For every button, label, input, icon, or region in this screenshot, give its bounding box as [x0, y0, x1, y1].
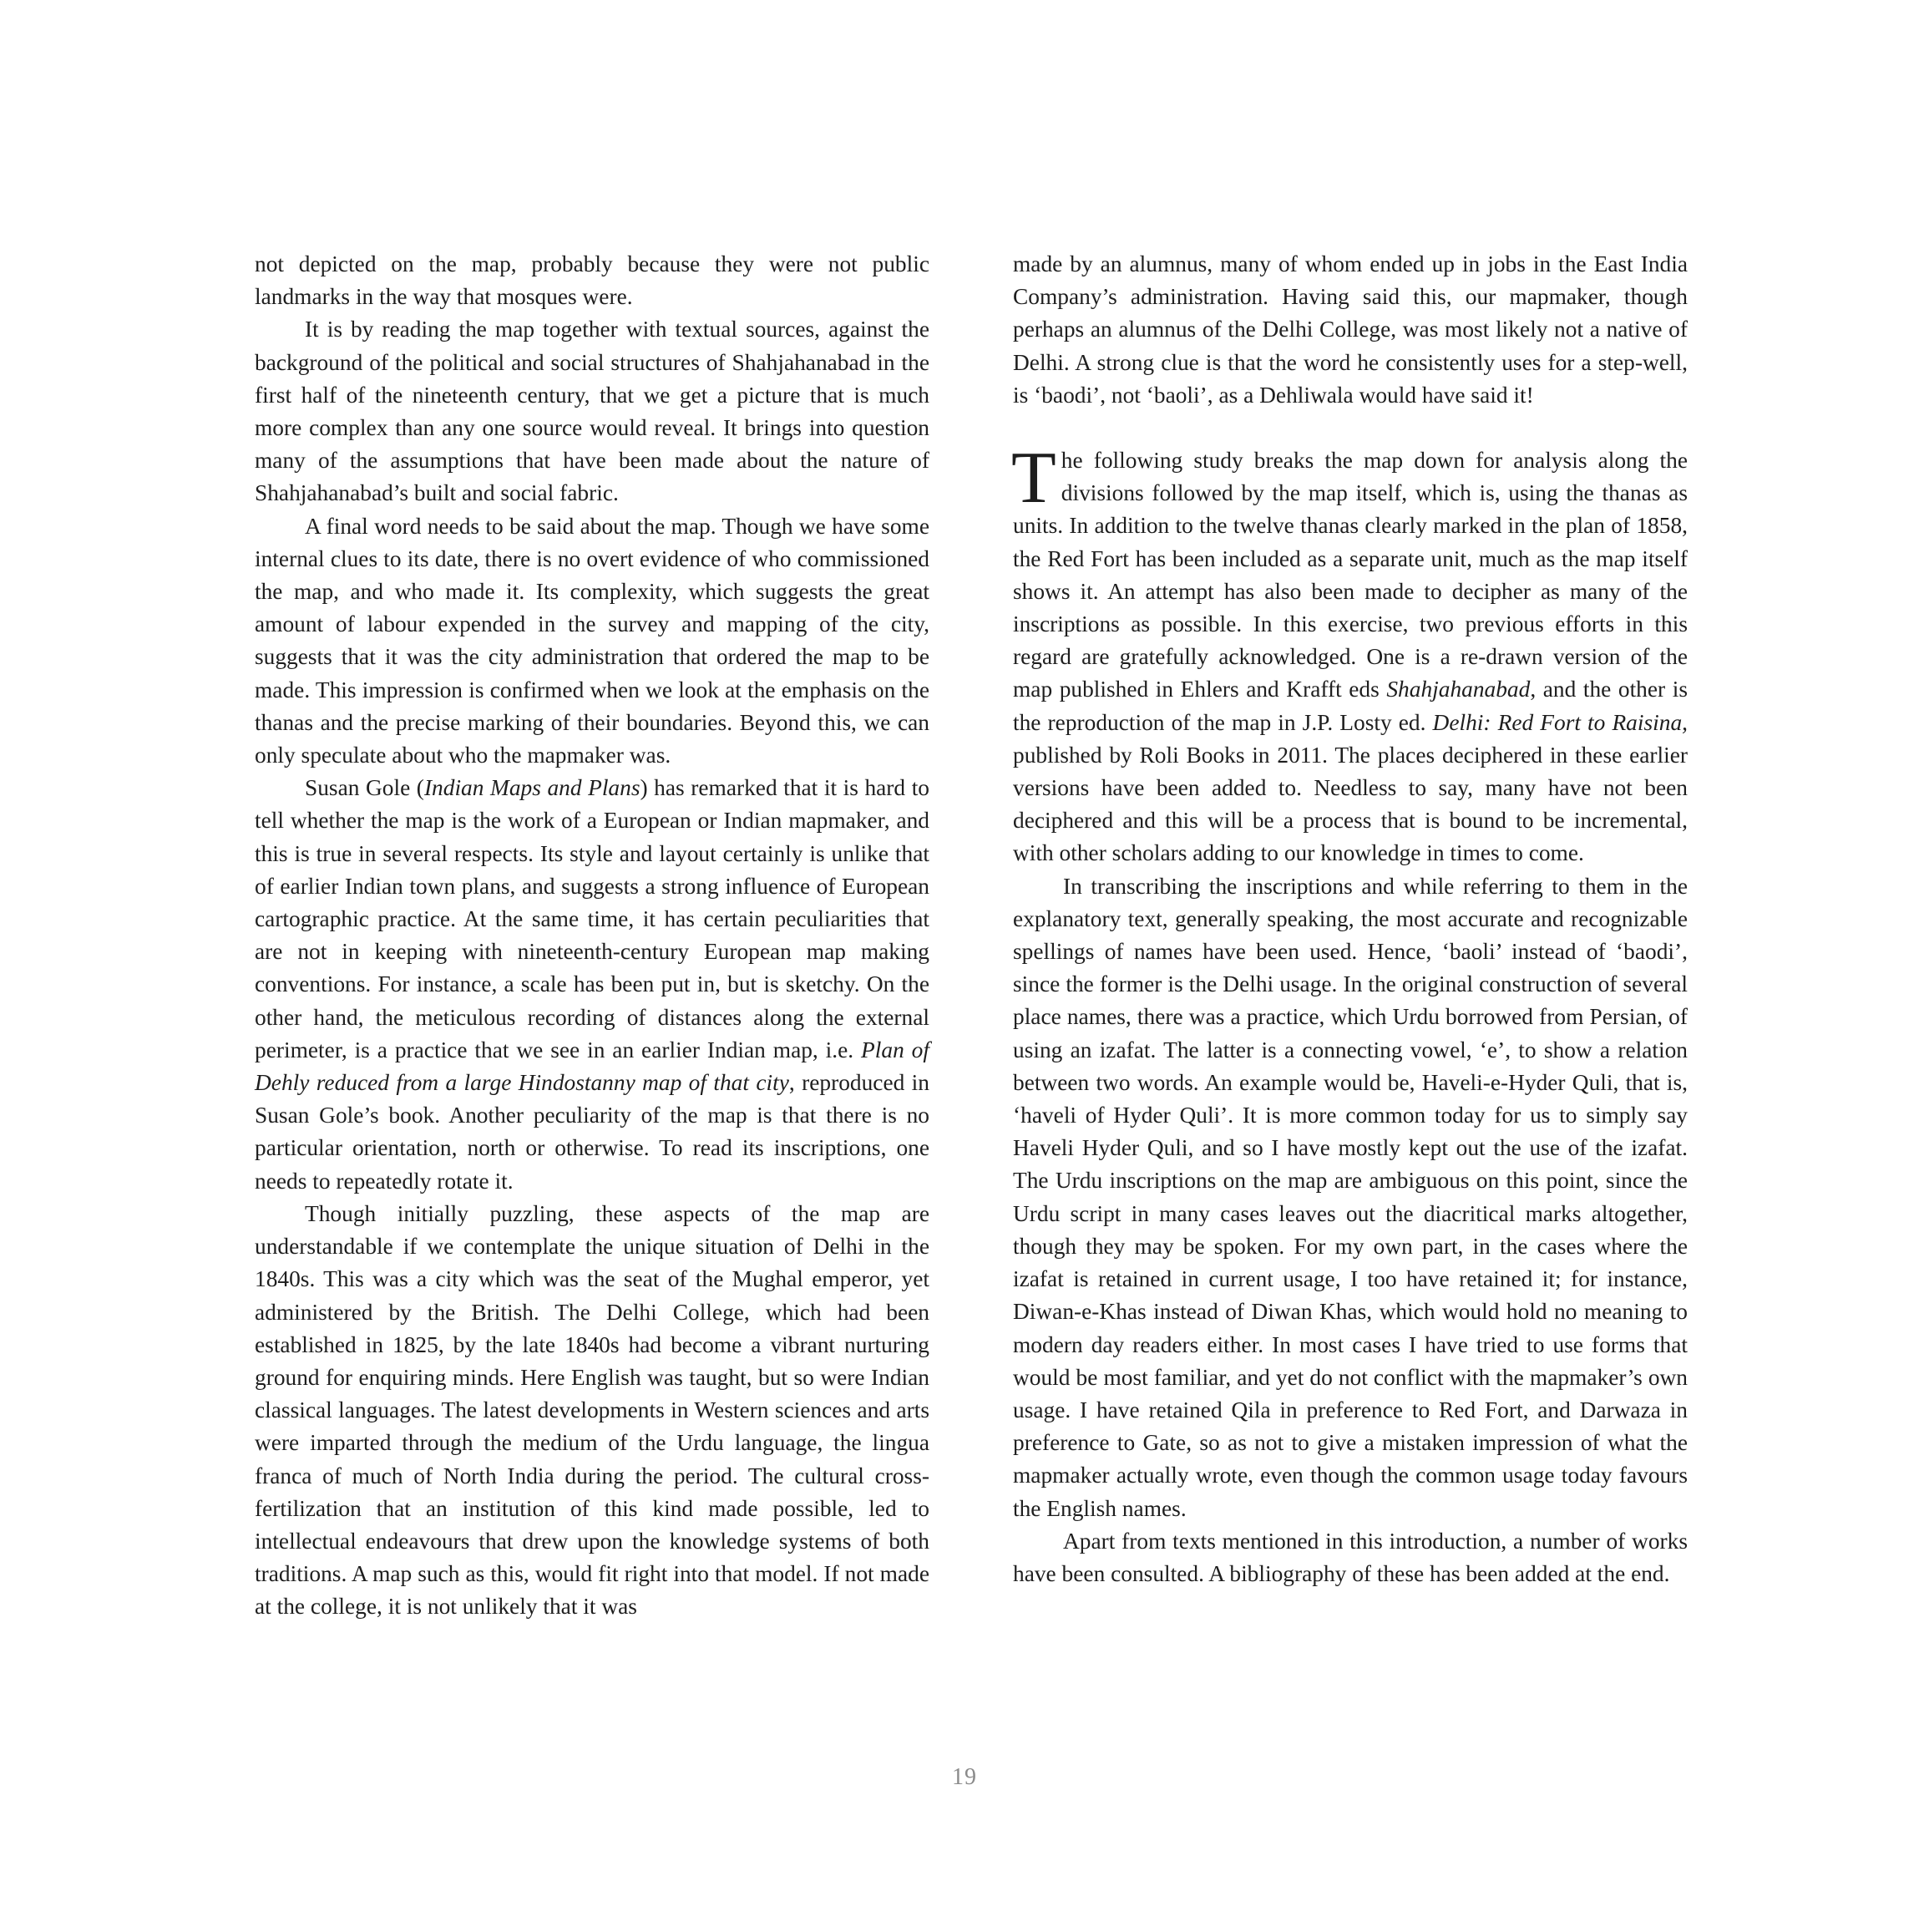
text-run: Susan Gole (	[305, 775, 424, 801]
paragraph: In transcribing the inscriptions and while referring to them in the explanatory text, generally speaking, the most accurate and recognizable spellings of names have been used. Hence, ‘baoli’ instead of ‘baodi’, since the former is the Delhi usage. In the original construction of several place names, there was a practice, which Urdu borrowed from Persian, of using an izafat. The latter is a connecting vowel, ‘e’, to show a relation between two words. An example would be, Haveli-e-Hyder Quli, that is, ‘haveli of Hyder Quli’. It is more common today for us to simply say Haveli Hyder Quli, and so I have mostly kept out the use of the izafat. The Urdu inscriptions on the map are ambiguous on this point, since the Urdu script in many cases leaves out the diacritical marks altogether, though they may be spoken. For my own part, in the cases where the izafat is retained in current usage, I too have retained it; for instance, Diwan-e-Khas instead of Diwan Khas, which would hold no meaning to modern day readers either. In most cases I have tried to use forms that would be most familiar, and yet do not conflict with the mapmaker’s own usage. I have retained Qila in preference to Red Fort, and Darwaza in preference to Gate, so as not to give a mistaken impression of what the mapmaker actually wrote, even though the common usage today favours the English names.	[1013, 873, 1688, 1521]
text-run: he following study breaks the map down for analysis along the divisions followed by the map itself, which is, using the thanas as units. In addition to the twelve thanas clearly marked in the plan of 1858, the Red Fort has been included as a separate unit, much as the map itself shows it. An attempt has also been made to decipher as many of the inscriptions as possible. In this exercise, two previous efforts in this regard are gratefully acknowledged. One is a re-drawn version of the map published in Ehlers and Krafft eds	[1013, 448, 1688, 702]
drop-cap: T	[1011, 438, 1056, 520]
text-run: ) has remarked that it is hard to tell whether the map is the work of a European or Indian mapmaker, and this is true in several respects. Its style and layout certainly is unlike that of earlier Indian town plans, and suggests a strong influence of European cartographic practice. At the same time, it has certain peculiarities that are not in keeping with nineteenth-century European map making conventions. For instance, a scale has been put in, but is sketchy. On the other hand, the meticulous recording of distances along the external perimeter, is a practice that we see in an earlier Indian map, i.e.	[255, 775, 929, 1062]
paragraph	[1011, 438, 1688, 870]
text-run: , and the other is the reproduction of the map in J.P. Losty ed.	[1013, 677, 1688, 735]
map-title: Plan of Dehly reduced from a large Hindostanny map of that city	[255, 1037, 929, 1096]
paragraph	[255, 772, 929, 1198]
book-title: Shahjahanabad	[1386, 677, 1531, 702]
paragraph: made by an alumnus, many of whom ended up in jobs in the East India Company’s administration. Having said this, our mapmaker, though perhaps an alumnus of the Delhi College, was most likely not a native of Delhi. A strong clue is that the word he consistently uses for a step-well, is ‘baodi’, not ‘baoli’, as a Dehliwala would have said it!	[1013, 251, 1688, 408]
book-title: Delhi: Red Fort to Raisina,	[1432, 709, 1688, 735]
paragraph: Apart from texts mentioned in this introduction, a number of works have been consulted. A bibliography of these has been added at the end.	[1013, 1528, 1688, 1586]
book-title: Indian Maps and Plans	[423, 775, 640, 801]
paragraph: Though initially puzzling, these aspects of the map are understandable if we contemplate the unique situation of Delhi in the 1840s. This was a city which was the seat of the Mughal emperor, yet administered by the British. The Delhi College, which had been established in 1825, by the late 1840s had become a vibrant nurturing ground for enquiring minds. Here English was taught, but so were Indian classical languages. The latest developments in Western sciences and arts were imparted through the medium of the Urdu language, the lingua franca of much of North India during the period. The cultural cross-fertilization that an institution of this kind made possible, led to intellectual endeavours that drew upon the knowledge systems of both traditions. A map such as this, would fit right into that model. If not made at the college, it is not unlikely that it was	[255, 1200, 929, 1620]
right-column	[1013, 248, 1688, 1590]
page-number: 19	[952, 1764, 977, 1790]
paragraph: not depicted on the map, probably because they were not public landmarks in the way that mosques were.	[255, 251, 929, 310]
paragraph: It is by reading the map together with textual sources, against the background of the political and social structures of Shahjahanabad in the first half of the nineteenth century, that we get a picture that is much more complex than any one source would reveal. It brings into question many of the assumptions that have been made about the nature of Shahjahanabad’s built and social fabric.	[255, 317, 929, 506]
paragraph: A final word needs to be said about the map. Though we have some internal clues to its date, there is no overt evidence of who commissioned the map, and who made it. Its complexity, which suggests the great amount of labour expended in the survey and mapping of the city, suggests that it was the city administration that ordered the map to be made. This impression is confirmed when we look at the emphasis on the thanas and the precise marking of their boundaries. Beyond this, we can only speculate about who the mapmaker was.	[255, 513, 929, 768]
text-run: , reproduced in Susan Gole’s book. Another peculiarity of the map is that there is no particular orientation, north or otherwise. To read its inscriptions, one needs to repeatedly rotate it.	[255, 1070, 929, 1194]
text-run: published by Roli Books in 2011. The places deciphered in these earlier versions have been added to. Needless to say, many have not been deciphered and this will be a process that is bound to be incremental, with other scholars adding to our knowledge in times to come.	[1013, 742, 1688, 866]
left-column	[255, 248, 929, 1624]
